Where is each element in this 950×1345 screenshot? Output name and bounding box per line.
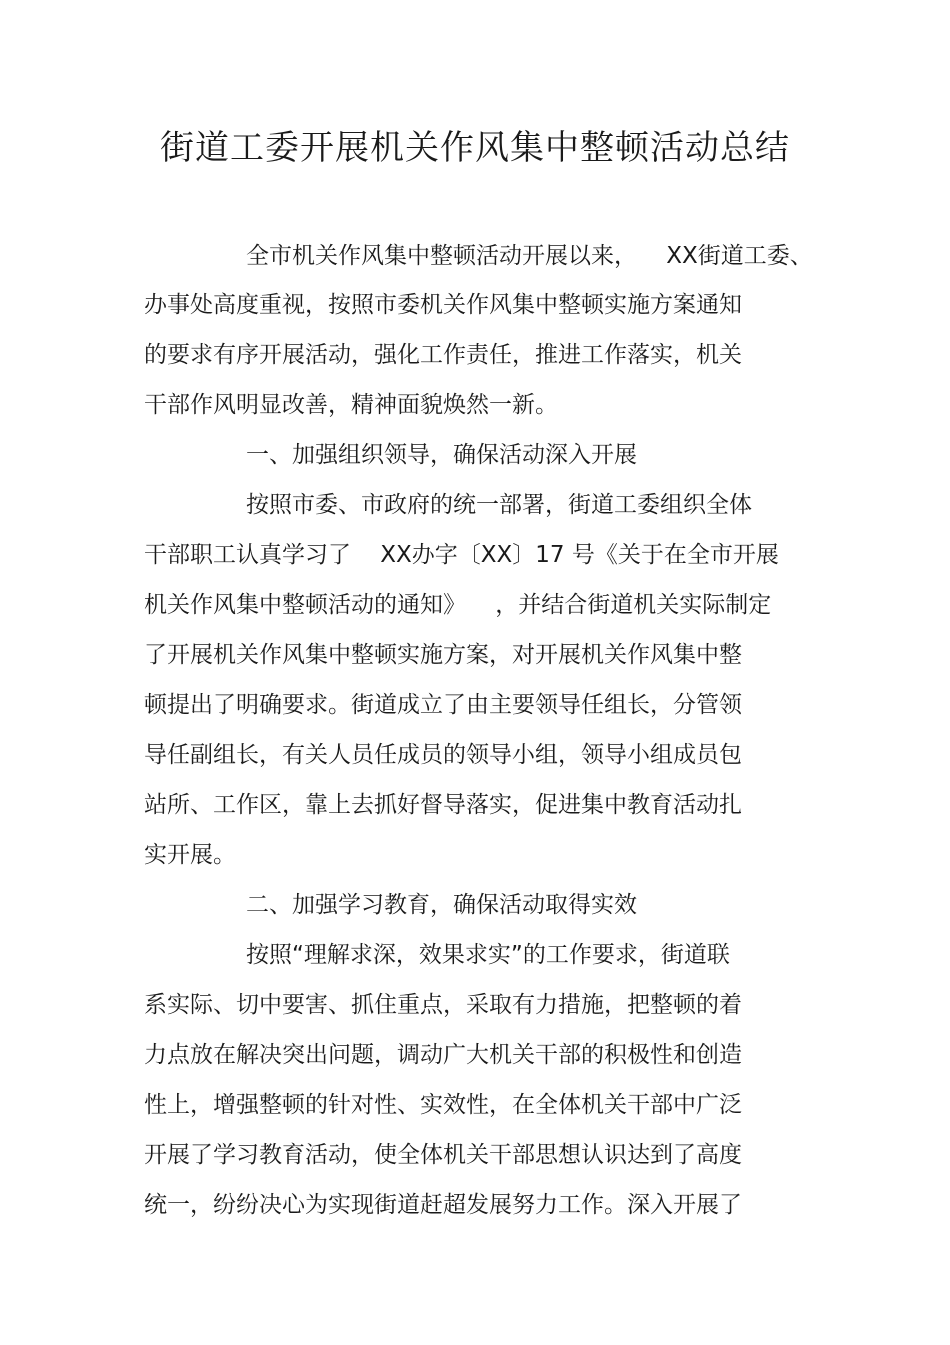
paragraph-line: 系实际、切中要害、抓住重点，采取有力措施，把整顿的着 (144, 992, 742, 1018)
paragraph-line: 力点放在解决突出问题，调动广大机关干部的积极性和创造 (144, 1042, 742, 1068)
paragraph-line: 机关作风集中整顿活动的通知》 ，并结合街道机关实际制定 (144, 592, 772, 618)
paragraph-line: 实开展。 (144, 842, 236, 868)
document-title: 街道工委开展机关作风集中整顿活动总结 (160, 128, 790, 168)
paragraph-line: 了开展机关作风集中整顿实施方案，对开展机关作风集中整 (144, 642, 742, 668)
paragraph-line: 的要求有序开展活动，强化工作责任，推进工作落实，机关 (144, 342, 742, 368)
paragraph-line: 顿提出了明确要求。街道成立了由主要领导任组长，分管领 (144, 692, 742, 718)
paragraph-line: 性上，增强整顿的针对性、实效性，在全体机关干部中广泛 (144, 1092, 742, 1118)
paragraph-line: 全市机关作风集中整顿活动开展以来， XX街道工委、 (246, 243, 813, 269)
paragraph-line: 按照市委、市政府的统一部署，街道工委组织全体 (246, 492, 752, 518)
section-heading: 一、加强组织领导，确保活动深入开展 (246, 442, 637, 468)
section-heading: 二、加强学习教育，确保活动取得实效 (246, 892, 637, 918)
paragraph-line: 站所、工作区，靠上去抓好督导落实，促进集中教育活动扎 (144, 792, 742, 818)
paragraph-line: 统一，纷纷决心为实现街道赶超发展努力工作。深入开展了 (144, 1192, 742, 1218)
paragraph-line: 干部作风明显改善，精神面貌焕然一新。 (144, 392, 558, 418)
paragraph-line: 开展了学习教育活动，使全体机关干部思想认识达到了高度 (144, 1142, 742, 1168)
paragraph-line: 办事处高度重视，按照市委机关作风集中整顿实施方案通知 (144, 292, 742, 318)
paragraph-line: 导任副组长，有关人员任成员的领导小组，领导小组成员包 (144, 742, 742, 768)
paragraph-line: 干部职工认真学习了 XX办字〔XX〕17 号《关于在全市开展 (144, 542, 779, 568)
paragraph-line: 按照“理解求深，效果求实”的工作要求，街道联 (246, 942, 730, 968)
